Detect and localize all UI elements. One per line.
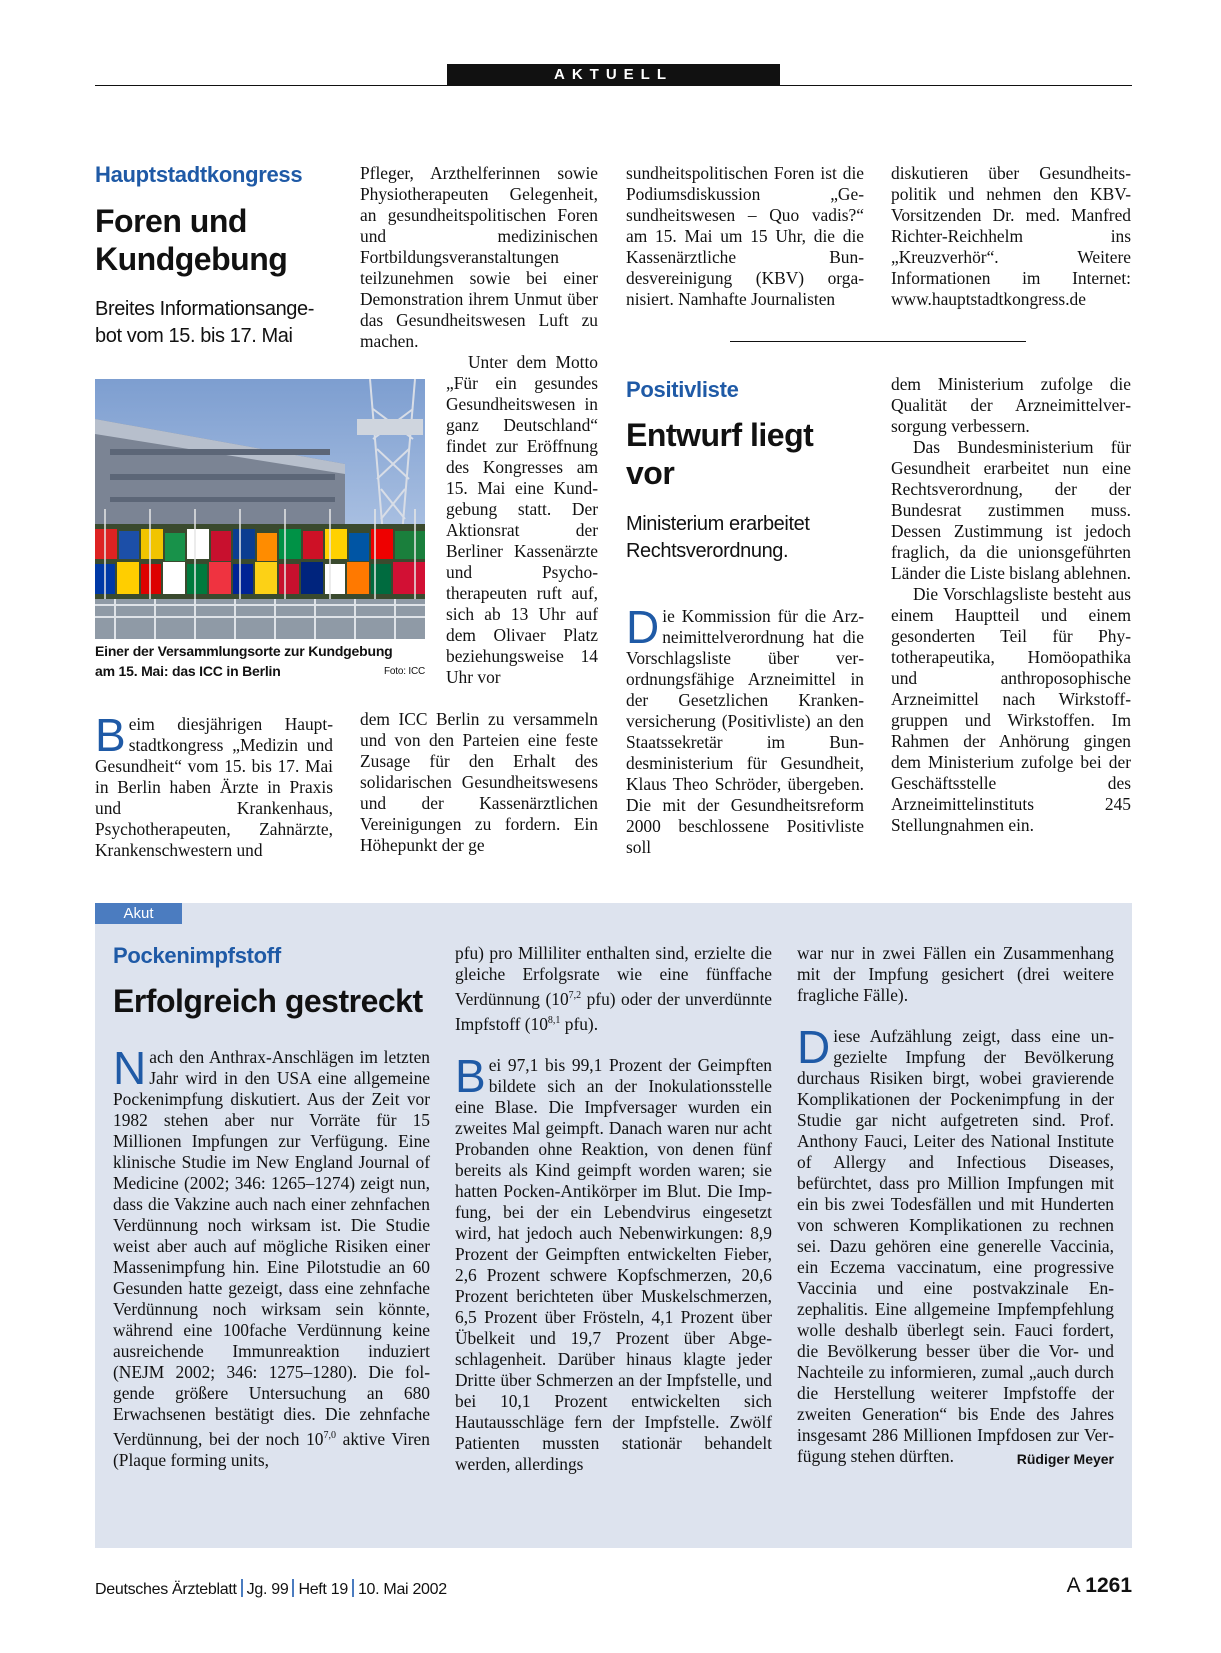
article3-col2-body <box>455 943 772 1475</box>
article2-col3-text: ie Kommission für die Arzneimittelverordnung hat die Vorschlagsliste über verordnungsfähige Arzneimittel in der Gesetzlichen Krankenversicherung (Positivliste) an den Staatssekretär im Bundesministerium für Gesundheit, Klaus Theo Schröder, übergeben. Die mit der Gesundheitsreform 2000 beschlossene Positivliste soll <box>626 606 864 857</box>
photo-credit: Foto: ICC <box>384 666 425 677</box>
akut-tag-label: Akut <box>123 905 154 922</box>
article1-deck-line1: Breites Informationsange- <box>95 298 315 320</box>
article1-col1-body <box>95 709 333 861</box>
article2-col4-body <box>891 374 1131 836</box>
article3-col1-body <box>113 1042 430 1471</box>
article1-col2-narrow: Unter dem Motto „Für ein gesundes Gesundheitswesen in ganz Deutschland“ findet zur Eröffnung des Kongresses am 15. Mai eine Kundgebung statt. Der Aktionsrat der Berliner Kassenärzte und Psychotherapeuten ruft auf, sich ab 13 Uhr auf dem Olivaer Platz beziehungsweise 14 Uhr vor <box>446 352 598 687</box>
article1-col2-bottom-body <box>360 709 598 856</box>
footer <box>95 1579 447 1599</box>
author-name: Rüdiger Meyer <box>1016 1451 1114 1467</box>
article2-deck <box>626 511 876 565</box>
article1-col4-body <box>891 163 1131 310</box>
page-number-value: 1261 <box>1085 1574 1132 1597</box>
dropcap: D <box>626 601 660 653</box>
footer-separator <box>352 1579 354 1597</box>
article2-headline-line1: Entwurf liegt <box>626 417 814 453</box>
article1-headline-line2: Kundgebung <box>95 241 288 277</box>
superscript: 7,2 <box>568 990 582 1001</box>
page-number <box>1067 1574 1132 1598</box>
article1-col2-body <box>360 163 598 352</box>
article1-deck-line2: bot vom 15. bis 17. Mai <box>95 325 293 347</box>
article3-col2-p1-a: pfu) pro Milliliter enthalten sind, erzielte die gleiche Erfolgsrate wie eine fünffache Verdünnung (10 <box>455 943 772 1009</box>
article3-headline: Erfolgreich gestreckt <box>113 983 423 1019</box>
superscript: 8,1 <box>547 1014 561 1026</box>
superscript: 7,0 <box>323 1430 336 1441</box>
article3-col1-text-b: aktive Viren (Plaque forming units, <box>113 1428 430 1470</box>
section-label: AKTUELL <box>554 66 673 83</box>
article1-col2-narrow-body <box>446 352 598 688</box>
article3-col3-body <box>797 943 1114 1470</box>
akut-tag <box>95 903 182 924</box>
article2-col3-body <box>626 601 864 858</box>
article2-col4-p2: Das Bundesministerium für Gesundheit erarbeitet nun eine Rechtsverordnung, der der Bundesrat zustimmen muss. Dessen Zustimmung ist jedoch fraglich, da die unionsgeführten Länder die Liste bislang ablehnen. <box>891 437 1132 583</box>
article2-headline-line2: vor <box>626 455 675 491</box>
article2-col4-p1: dem Ministerium zufolge die Qualität der Arzneimittelversorgung verbessern. <box>891 374 1131 436</box>
footer-issue: Heft 19 <box>298 1581 348 1598</box>
article1-kicker: Hauptstadtkongress <box>95 162 303 187</box>
photo-caption-line2: am 15. Mai: das ICC in Berlin <box>95 663 281 679</box>
icc-berlin-flags-image <box>95 379 425 639</box>
photo-caption-line2-row <box>95 661 425 681</box>
article3-col3-p1: war nur in zwei Fällen ein Zusammenhang mit der Impfung gesichert (drei weitere fragliche Fälle). <box>797 943 1114 1005</box>
footer-separator <box>241 1579 243 1597</box>
article1-col4-text: diskutieren über Gesundheitspolitik und nehmen den KBV-Vorsitzenden Dr. med. Manfred Richter-Reichhelm ins „Kreuzverhör“. Weitere Informationen im Internet: www.hauptstadtkongress.de <box>891 163 1131 309</box>
dropcap: B <box>455 1049 486 1102</box>
article3-col2-p1-c: pfu). <box>560 1013 599 1034</box>
article2-deck-line1: Ministerium erarbeitet <box>626 513 810 535</box>
article1-col3-body <box>626 163 864 310</box>
photo-caption <box>95 641 425 681</box>
article1-col2-top: Pfleger, Arzthelferinnen sowie Physiotherapeuten Gelegenheit, an gesundheitspolitischen Foren und medizinischen Fortbildungsveranstaltungen teilzunehmen sowie bei einer Demonstration ihrem Unmut über das Gesundheitswesen Luft zu machen. <box>360 163 598 351</box>
article1-headline-line1: Foren und <box>95 203 247 239</box>
header-rule <box>95 85 1132 86</box>
page-prefix: A <box>1066 1574 1080 1597</box>
dropcap: B <box>95 709 126 761</box>
dropcap: D <box>797 1021 831 1073</box>
footer-volume: Jg. 99 <box>246 1581 289 1598</box>
section-banner <box>447 64 780 85</box>
article2-headline <box>626 416 876 492</box>
photo-caption-line1: Einer der Versammlungsorte zur Kundgebung <box>95 643 393 659</box>
article3-kicker: Pockenimpfstoff <box>113 943 281 968</box>
article1-col3-text: sundheitspolitischen Foren ist die Podiumsdiskussion „Gesundheitswesen – Quo vadis?“ am 15. Mai um 15 Uhr, die die Kassenärztliche Bundesvereinigung (KBV) organisiert. Namhafte Journalisten <box>626 163 864 309</box>
article1-col2-bottom: dem ICC Berlin zu versammeln und von den Parteien eine feste Zusage für den Erhalt des solidarischen Gesundheitswesens und der Kassenärztlichen Vereinigungen zu fordern. Ein Höhepunkt der ge <box>360 709 598 855</box>
article3-col2-p1-b: pfu) oder der unverdünnte Impfstoff (10 <box>455 988 772 1034</box>
footer-date: 10. Mai 2002 <box>357 1581 447 1598</box>
article3-col3-p2: iese Aufzählung zeigt, dass eine ungezielte Impfung der Bevölkerung durchaus Risiken birgt, wobei gravierende Komplikationen der Pockenimpfung in der Studie gar nicht aufgetreten sind. Prof. Anthony Fauci, Leiter des National Institute of Allergy and Infectious Diseases, befürchtet, dass pro Million Impfungen mit ein bis zwei Todesfällen und mit Hunderten von schweren Komplikationen zu rechnen sei. Dazu gehören eine generelle Vaccinia, ein Eczema vaccinatum, eine progressive Vaccinia und eine postvakzinale Enzephalitis. Eine allgemeine Impfempfehlung wolle deshalb überlegt sein. Fauci fordert, die Bevölkerung besser über die Vor- und Nachteile zu informieren, zumal „auch durch die Herstellung weiterer Impfstoffe der zweiten Generation“ bis Ende des Jahres insgesamt 286 Millionen Impfdosen zur Verfügung stehen dürften. <box>797 1026 1114 1466</box>
article1-col1-text: eim diesjährigen Hauptstadtkongress „Medizin und Gesundheit“ vom 15. bis 17. Mai in Berlin haben Ärzte in Praxis und Krankenhaus, Psychotherapeuten, Zahnärzte, Krankenschwestern und <box>95 714 333 860</box>
dropcap: N <box>113 1042 147 1094</box>
article-divider <box>730 341 1026 342</box>
article3-col2-p2: ei 97,1 bis 99,1 Prozent der Geimpften bildete sich an der Inokulationsstelle eine Blase. Die Impfversager wurden ein zweites Mal geimpft. Danach waren nur acht Probanden ohne Reaktion, von denen fünf bereits als Kind geimpft worden waren; sie hatten Pocken-Antikörper im Blut. Die Impfung, bei der ein Lebendvirus eingesetzt wird, hat jedoch auch Nebenwirkungen: 8,9 Prozent der Geimpften entwickelten Fieber, 2,6 Prozent schwere Kopfschmerzen, 20,6 Prozent berichteten über Muskelschmerzen, 6,5 Prozent über Frösteln, 4,1 Prozent über Übelkeit und 19,7 Prozent über Abgeschlagenheit. Darüber hinaus klagte jeder Dritte über Schmerzen an der Impfstelle, und bei 10,1 Prozent entwickelten sich Hautausschläge fern der Impfstelle. Zwölf Patienten mussten stationär behandelt werden, allerdings <box>455 1054 772 1474</box>
footer-journal: Deutsches Ärzteblatt <box>95 1581 237 1598</box>
article1-deck <box>95 296 345 350</box>
article2-kicker: Positivliste <box>626 377 739 402</box>
article1-photo <box>95 379 425 639</box>
article2-deck-line2: Rechtsverordnung. <box>626 540 789 562</box>
article2-col4-p3: Die Vorschlagsliste besteht aus einem Hauptteil und einem gesonderten Teil für Phytotherapeutika, Homöopathika und anthroposophische Arzneimittel nach Wirkstoffgruppen und Wirkstoffen. Im Rahmen der Anhörung gingen dem Ministerium zufolge bei der Geschäftsstelle des Arzneimittelinstituts 245 Stellungnahmen ein. <box>891 584 1131 835</box>
article3-col1-text-a: ach den Anthrax-Anschlägen im letzten Jahr wird in den USA eine allgemeine Pockenimpfung diskutiert. Aus der Zeit vor 1982 stehen aber nur Vorräte für 15 Millionen Impfungen zur Verfügung. Eine klinische Studie im New England Journal of Medicine (2002; 346: 1265–1274) zeigt nun, dass die Vakzine auch nach einer zehnfachen Verdünnung noch wirksam ist. Die Studie weist aber auch auf mögliche Risiken einer Massenimpfung hin. Eine Pilotstudie an 60 Gesunden hatte gezeigt, dass eine zehnfache Verdünnung noch wirksam sein könnte, während eine 100fache Verdünnung keine ausreichende Immunreaktion induziert (NEJM 2002; 346: 1275–1280). Die folgende größere Untersuchung an 680 Erwachsenen bestätigt dies. Die zehnfache Verdünnung, bei der noch 10 <box>113 1047 430 1449</box>
footer-separator <box>292 1579 294 1597</box>
article1-headline <box>95 202 345 278</box>
